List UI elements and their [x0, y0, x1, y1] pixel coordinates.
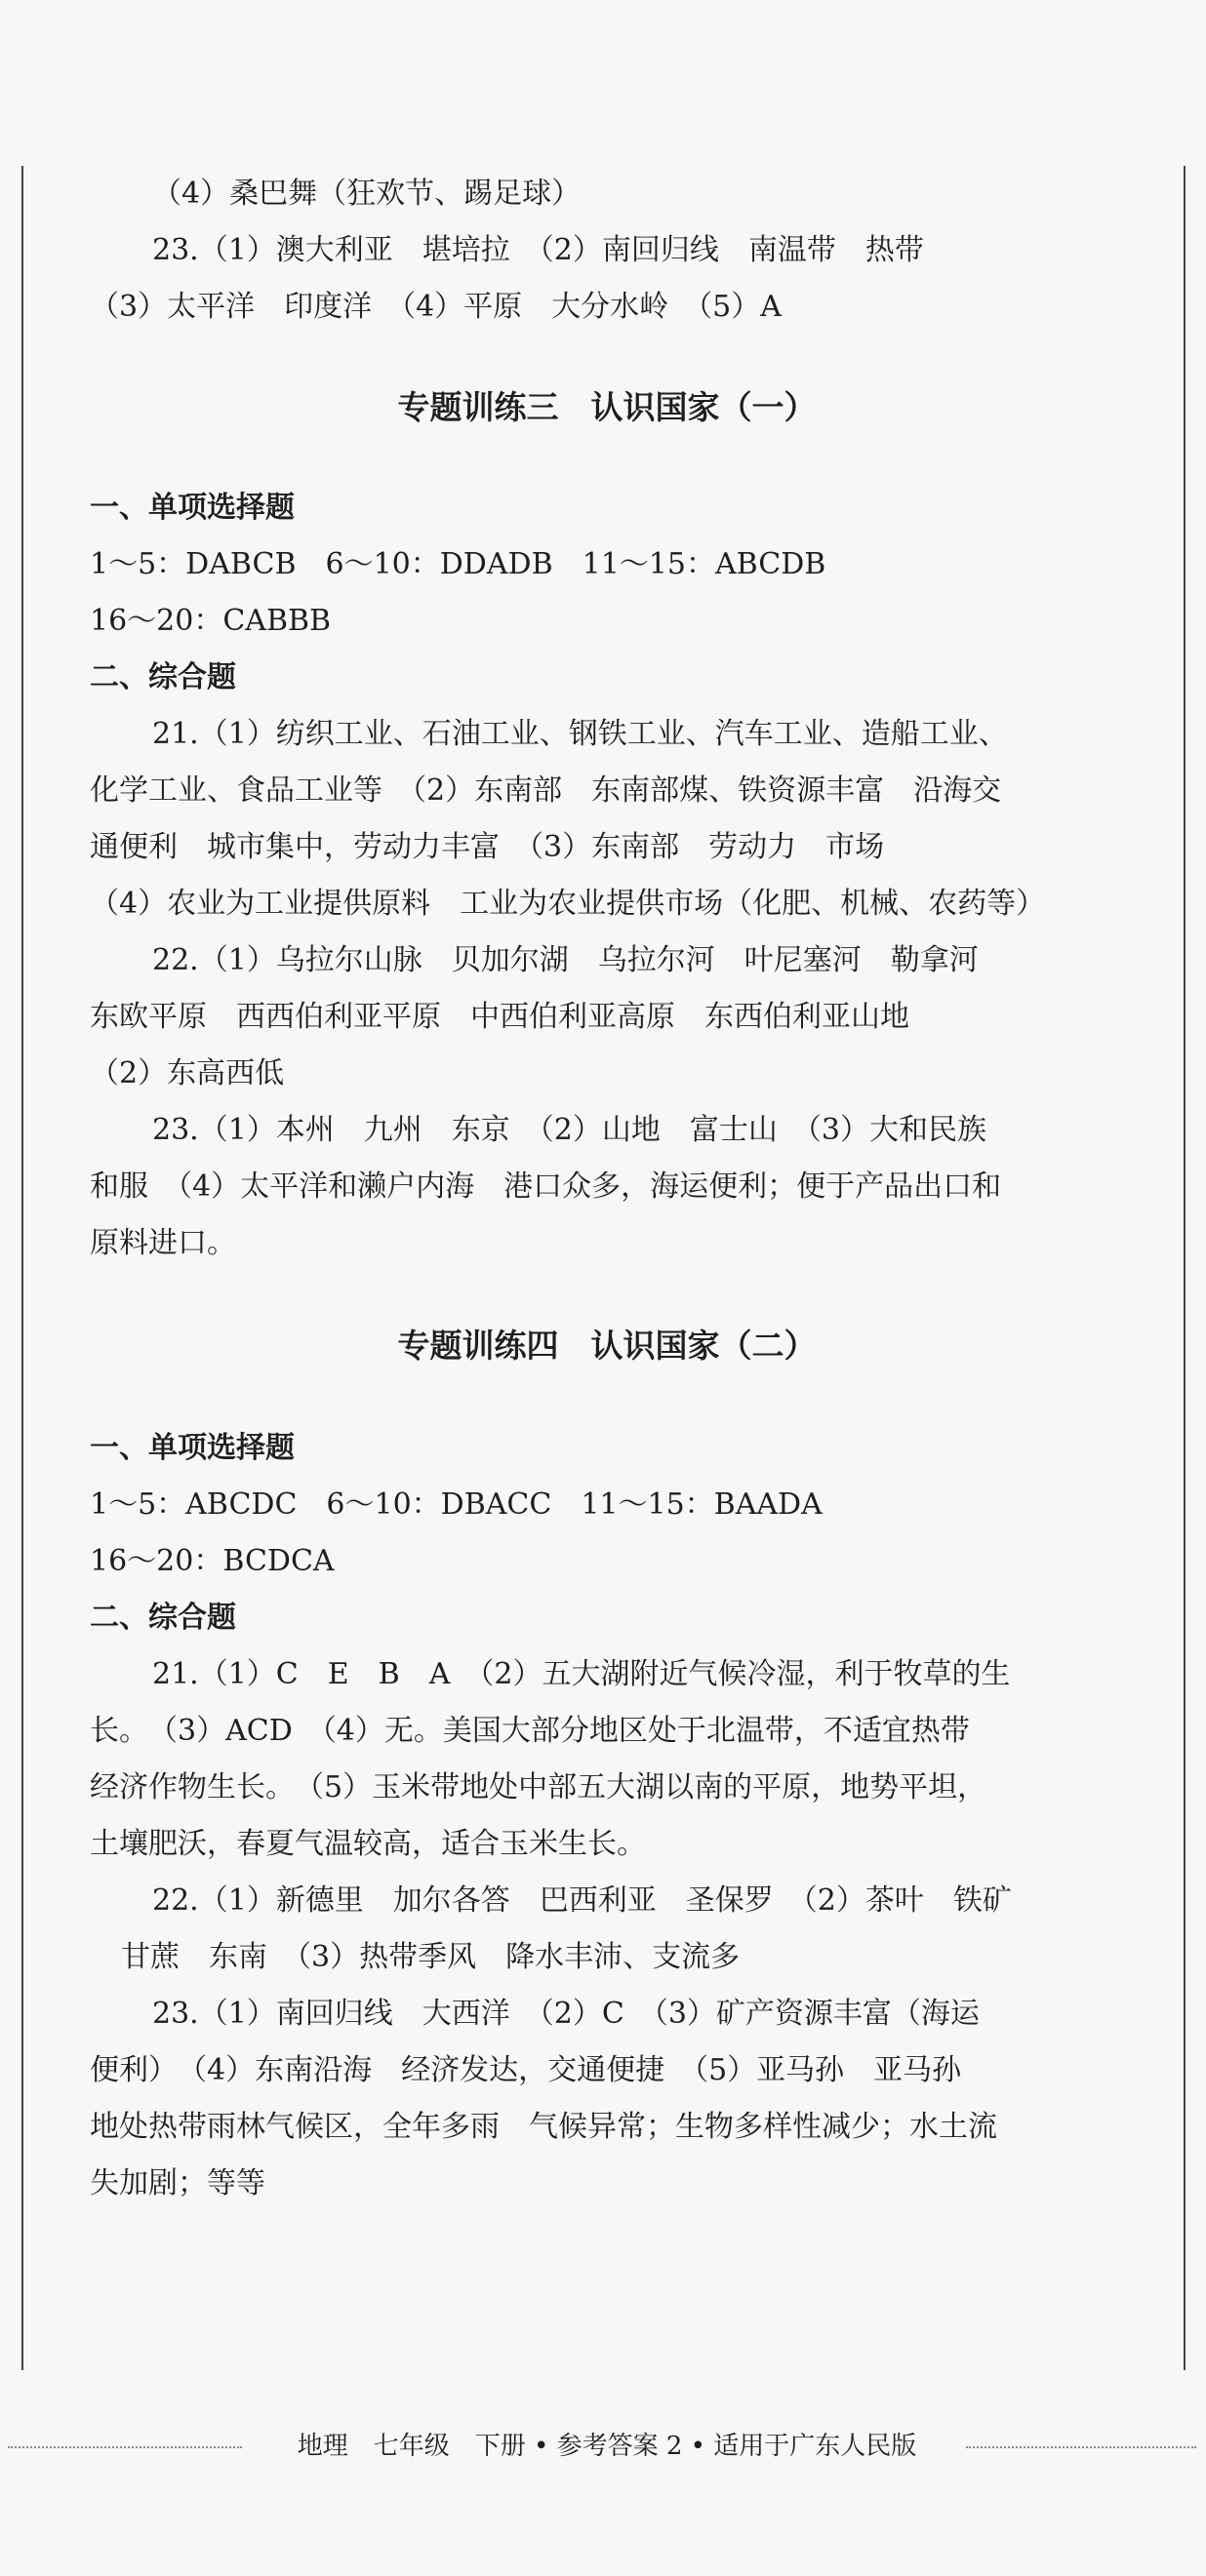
section-heading-choice: 一、单项选择题	[90, 1431, 295, 1465]
answer-line: 22.（1）新德里 加尔各答 巴西利亚 圣保罗 （2）茶叶 铁矿	[152, 1883, 1012, 1918]
answer-line: （2）东高西低	[90, 1056, 285, 1090]
answer-line: 长。 （3）ACD （4）无。美国大部分地区处于北温带，不适宜热带	[90, 1714, 970, 1748]
choice-answers: 16～20：CABBB	[90, 604, 332, 638]
page-footer	[0, 2427, 1206, 2466]
footer-dotted-line-right	[966, 2446, 1196, 2448]
answer-line: 21.（1）纺织工业、石油工业、钢铁工业、汽车工业、造船工业、	[152, 717, 1008, 751]
footer-dotted-line-left	[8, 2446, 242, 2448]
choice-answers: 16～20：BCDCA	[90, 1544, 335, 1578]
section-heading-comprehensive: 二、综合题	[90, 1601, 236, 1635]
answer-line: （4）农业为工业提供原料 工业为农业提供市场（化肥、机械、农药等）	[90, 887, 1046, 921]
answer-line: 23.（1）南回归线 大西洋 （2）C （3）矿产资源丰富（海运	[152, 1997, 980, 2031]
section-heading-choice: 一、单项选择题	[90, 491, 295, 525]
answer-line: 地处热带雨林气候区，全年多雨 气候异常；生物多样性减少；水土流	[90, 2110, 997, 2144]
answer-line: 东欧平原 西西伯利亚平原 中西伯利亚高原 东西伯利亚山地	[90, 1000, 909, 1034]
answer-line: 经济作物生长。 （5）玉米带地处中部五大湖以南的平原，地势平坦，	[90, 1770, 987, 1804]
answer-line: 原料进口。	[90, 1226, 236, 1260]
footer-text: 地理 七年级 下册 • 参考答案 2 • 适用于广东人民版	[297, 2432, 917, 2461]
answer-line: 23.（1）澳大利亚 堪培拉 （2）南回归线 南温带 热带	[152, 233, 924, 267]
answer-line: 便利） （4）东南沿海 经济发达，交通便捷 （5）亚马孙 亚马孙	[90, 2053, 962, 2087]
right-margin-rule	[1184, 166, 1186, 2370]
answer-line: 土壤肥沃，春夏气温较高，适合玉米生长。	[90, 1827, 646, 1861]
answer-line: 23.（1）本州 九州 东京 （2）山地 富士山 （3）大和民族	[152, 1113, 986, 1147]
answer-line: 和服 （4）太平洋和濑户内海 港口众多，海运便利；便于产品出口和	[90, 1169, 1002, 1204]
section-3	[90, 480, 1124, 1272]
answer-line: （4）桑巴舞（狂欢节、踢足球）	[152, 177, 582, 211]
answer-line: 化学工业、食品工业等 （2）东南部 东南部煤、铁资源丰富 沿海交	[90, 773, 1002, 808]
answer-line: 22.（1）乌拉尔山脉 贝加尔湖 乌拉尔河 叶尼塞河 勒拿河	[152, 943, 979, 977]
answer-content	[90, 166, 1124, 2212]
answer-line: 甘蔗 东南 （3）热带季风 降水丰沛、支流多	[121, 1940, 741, 1974]
answer-line: 通便利 城市集中，劳动力丰富 （3）东南部 劳动力 市场	[90, 830, 885, 864]
section-4	[90, 1420, 1124, 2212]
choice-answers: 1～5：DABCB 6～10：DDADB 11～15：ABCDB	[90, 547, 826, 581]
left-margin-rule	[21, 166, 23, 2370]
answer-line: 失加剧；等等	[90, 2166, 265, 2200]
choice-answers: 1～5：ABCDC 6～10：DBACC 11～15：BAADA	[90, 1487, 823, 1522]
section-heading-comprehensive: 二、综合题	[90, 660, 236, 694]
answer-line: 21.（1）C E B A （2）五大湖附近气候冷湿，利于牧草的生	[152, 1657, 1011, 1691]
answer-line: （3）太平洋 印度洋 （4）平原 大分水岭 （5）A	[90, 290, 782, 324]
top-block	[90, 166, 1124, 336]
section-title: 专题训练三 认识国家（一）	[397, 388, 817, 426]
section-title: 专题训练四 认识国家（二）	[397, 1327, 817, 1365]
